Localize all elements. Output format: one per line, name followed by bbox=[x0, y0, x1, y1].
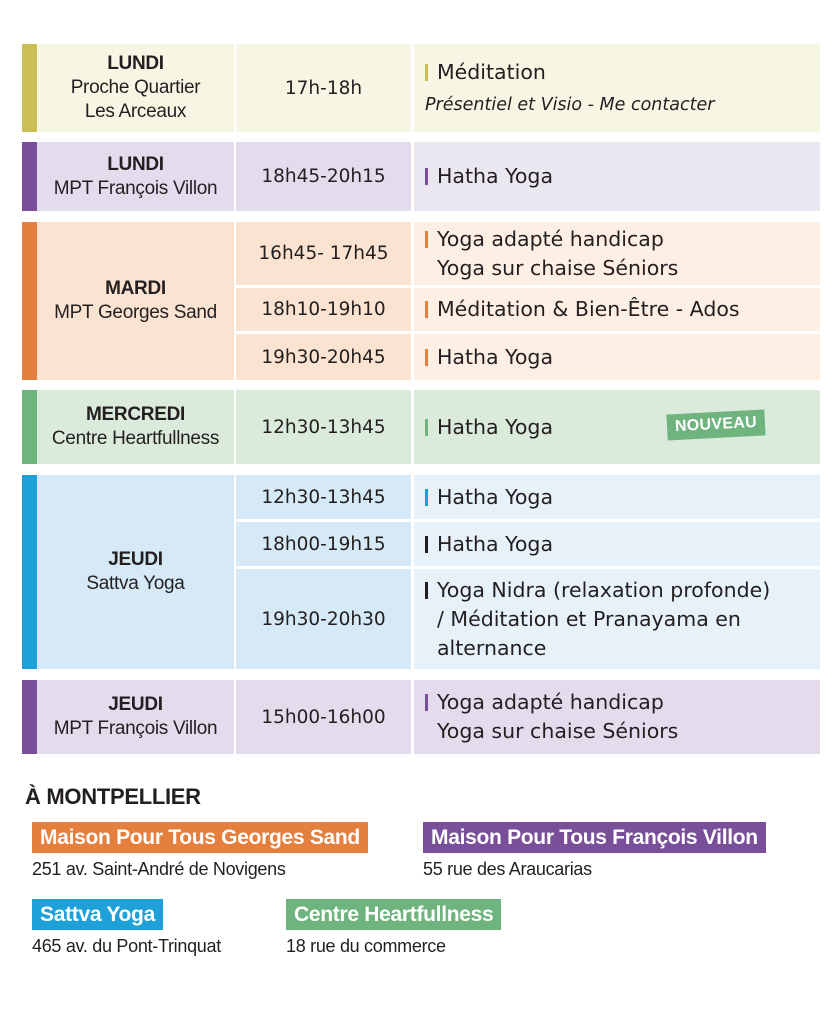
accent-bar bbox=[425, 349, 428, 366]
activity-name: Yoga adapté handicap bbox=[437, 690, 664, 714]
day-place: Centre Heartfullness bbox=[51, 428, 220, 449]
color-stripe bbox=[22, 475, 37, 669]
activity-name: Hatha Yoga bbox=[437, 344, 554, 369]
location-label: Maison Pour Tous François Villon bbox=[423, 822, 766, 853]
day-name: JEUDI bbox=[108, 549, 163, 570]
day-name: LUNDI bbox=[107, 153, 164, 175]
time-cell: 12h30-13h45 bbox=[236, 390, 411, 464]
day-place: MPT Georges Sand bbox=[54, 302, 217, 323]
activity-cell bbox=[414, 334, 820, 380]
location-francois-villon bbox=[423, 822, 766, 880]
schedule-block-jeudi-villon bbox=[22, 680, 820, 754]
activity-name: Hatha Yoga bbox=[437, 531, 554, 556]
day-place: Proche Quartier bbox=[70, 77, 201, 98]
activity-name: / Méditation et Pranayama en bbox=[437, 606, 741, 631]
accent-bar bbox=[425, 168, 428, 185]
day-name: MARDI bbox=[105, 278, 166, 299]
day-name: LUNDI bbox=[107, 53, 164, 74]
day-cell bbox=[37, 142, 234, 211]
activity-name: alternance bbox=[437, 635, 547, 660]
activity-note: Présentiel et Visio - Me contacter bbox=[425, 95, 715, 115]
location-label: Sattva Yoga bbox=[32, 899, 163, 930]
schedule-block-lundi-villon bbox=[22, 142, 820, 211]
day-name: MERCREDI bbox=[86, 404, 185, 425]
activity-cell bbox=[414, 222, 820, 285]
color-stripe bbox=[22, 222, 37, 380]
day-cell bbox=[37, 222, 234, 380]
time-cell: 19h30-20h45 bbox=[236, 334, 411, 380]
time-cell: 18h10-19h10 bbox=[236, 288, 411, 331]
locations-heading: À MONTPELLIER bbox=[25, 784, 201, 809]
time-cell: 18h45-20h15 bbox=[236, 142, 411, 211]
location-centre-heartfullness bbox=[286, 899, 501, 957]
color-stripe bbox=[22, 44, 37, 132]
accent-bar bbox=[425, 489, 428, 506]
activity-cell bbox=[414, 569, 820, 669]
accent-bar bbox=[425, 694, 428, 711]
accent-bar bbox=[425, 536, 428, 553]
activity-name: Yoga sur chaise Séniors bbox=[437, 255, 679, 280]
schedule-block-jeudi-sattva bbox=[22, 475, 820, 669]
accent-bar bbox=[425, 301, 428, 318]
time-cell: 19h30-20h30 bbox=[236, 569, 411, 669]
day-cell bbox=[37, 680, 234, 754]
location-sattva-yoga bbox=[32, 899, 221, 957]
day-cell bbox=[37, 475, 234, 669]
schedule-block-mardi bbox=[22, 222, 820, 380]
day-cell bbox=[37, 44, 234, 132]
accent-bar bbox=[425, 419, 428, 436]
day-place: MPT François Villon bbox=[53, 177, 218, 199]
schedule-block-lundi-arceaux bbox=[22, 44, 820, 132]
activity-cell bbox=[414, 390, 820, 464]
activity-cell bbox=[414, 475, 820, 519]
schedule-block-mercredi bbox=[22, 390, 820, 464]
activity-name: Hatha Yoga bbox=[437, 164, 554, 188]
location-address: 55 rue des Araucarias bbox=[423, 859, 592, 879]
location-label: Centre Heartfullness bbox=[286, 899, 501, 930]
time-cell: 18h00-19h15 bbox=[236, 522, 411, 566]
time-cell: 15h00-16h00 bbox=[236, 680, 411, 754]
location-address: 465 av. du Pont-Trinquat bbox=[32, 936, 221, 956]
activity-cell bbox=[414, 44, 820, 132]
day-cell bbox=[37, 390, 234, 464]
time-cell: 12h30-13h45 bbox=[236, 475, 411, 519]
activity-name: Yoga adapté handicap bbox=[437, 226, 664, 251]
activity-name: Yoga sur chaise Séniors bbox=[437, 719, 679, 743]
day-place: Les Arceaux bbox=[84, 101, 187, 122]
accent-bar bbox=[425, 64, 428, 81]
day-name: JEUDI bbox=[108, 694, 163, 715]
activity-name: Méditation & Bien-Être - Ados bbox=[437, 297, 740, 321]
activity-cell bbox=[414, 522, 820, 566]
day-place: MPT François Villon bbox=[53, 718, 218, 739]
accent-bar bbox=[425, 582, 428, 599]
activity-name: Hatha Yoga bbox=[437, 414, 554, 439]
day-place: Sattva Yoga bbox=[86, 573, 185, 594]
location-address: 18 rue du commerce bbox=[286, 936, 446, 956]
color-stripe bbox=[22, 390, 37, 464]
time-cell: 16h45- 17h45 bbox=[236, 222, 411, 285]
time-cell: 17h-18h bbox=[236, 44, 411, 132]
location-label: Maison Pour Tous Georges Sand bbox=[32, 822, 368, 853]
activity-cell bbox=[414, 142, 820, 211]
activity-name: Hatha Yoga bbox=[437, 484, 554, 509]
activity-name: Yoga Nidra (relaxation profonde) bbox=[437, 577, 771, 602]
new-badge: NOUVEAU bbox=[666, 409, 765, 440]
accent-bar bbox=[425, 231, 428, 248]
activity-cell bbox=[414, 680, 820, 754]
activity-name: Méditation bbox=[437, 60, 546, 84]
location-georges-sand bbox=[32, 822, 368, 880]
location-address: 251 av. Saint-André de Novigens bbox=[32, 859, 286, 879]
color-stripe bbox=[22, 680, 37, 754]
color-stripe bbox=[22, 142, 37, 211]
activity-cell bbox=[414, 288, 820, 331]
